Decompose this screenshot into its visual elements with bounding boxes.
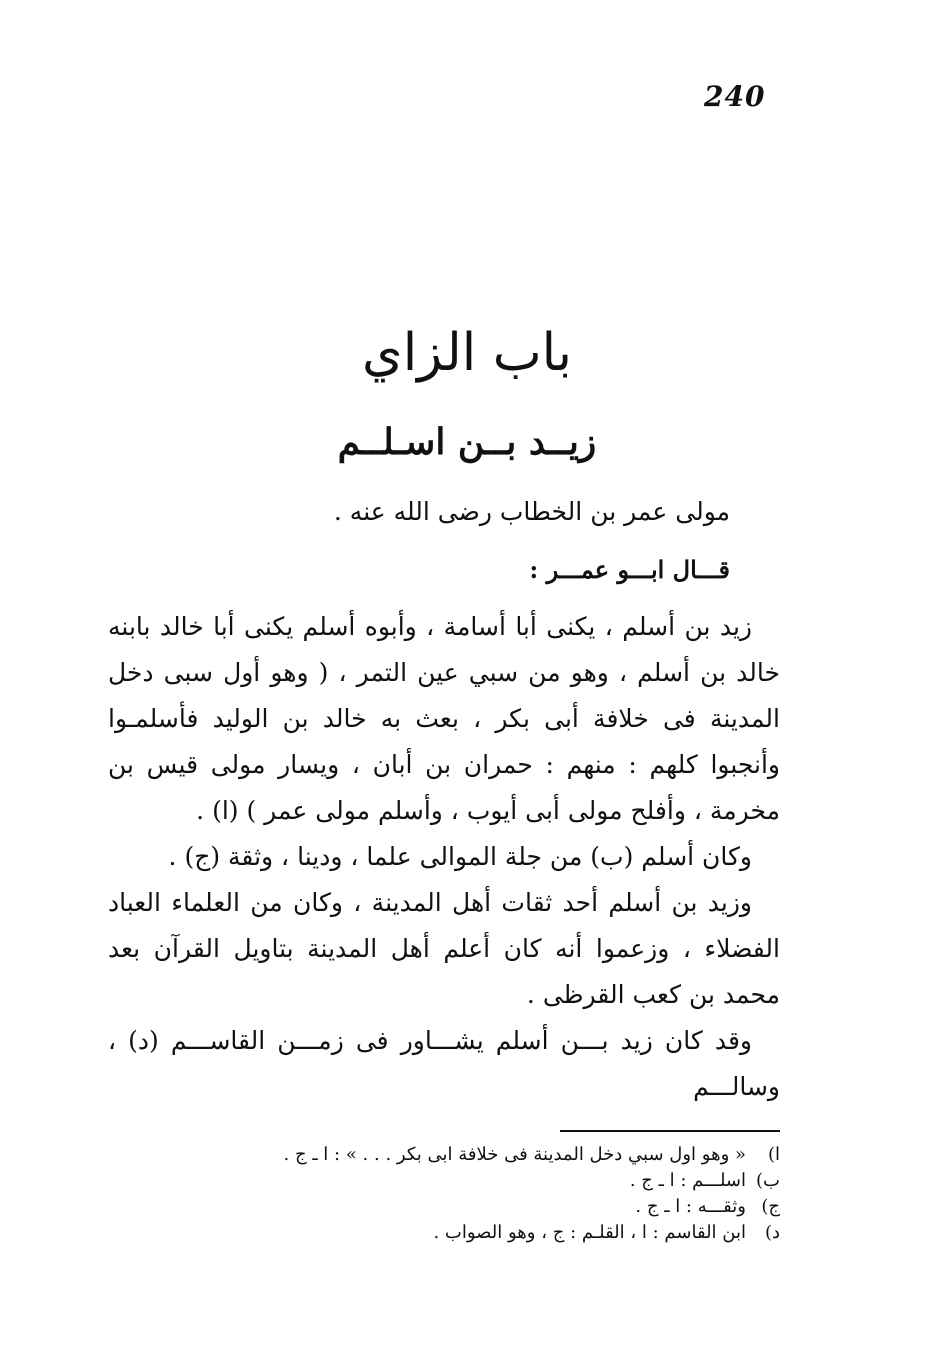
paragraph: وزيد بن أسلم أحد ثقات أهل المدينة ، وكان من العلماء العباد الفضلاء ، وزعموا أنه كان أعلم أهل المدينة بتاويل القرآن بعد محمد بن كعب القرظى . (108, 888, 780, 1009)
body-text (108, 604, 780, 1110)
footnote-text: وثقـــه : ا ـ ج . (635, 1196, 746, 1217)
footnote-mark: ا) (767, 1144, 780, 1165)
footnote (130, 1168, 780, 1194)
footnote (130, 1142, 780, 1168)
footnote-text: ابن القاسم : ا ، القلـم : ج ، وهو الصواب . (433, 1222, 746, 1243)
page-number: 240 (704, 80, 766, 113)
paragraph: وكان أسلم (ب) من جلة الموالى علما ، ودينا ، وثقة (ج) . (168, 842, 752, 871)
intro-line: مولى عمر بن الخطاب رضى الله عنه . (333, 497, 730, 526)
footnote-text: اسلـــم : ا ـ ج . (629, 1170, 746, 1191)
footnote-mark: ج) (761, 1196, 780, 1217)
paragraph: زيد بن أسلم ، يكنى أبا أسامة ، وأبوه أسلم يكنى أبا خالد بابنه خالد بن أسلم ، وهو من سبي عين التمر ، ( وهو أول سبى دخل المدينة فى خلافة أبى بكر ، بعث به خالد بن الوليد فأسلمـوا وأنجبوا كلهم : منهم : حمران بن أبان ، ويسار مولى قيس بن مخرمة ، وأفلح مولى أبى أيوب ، وأسلم مولى عمر ) (ا) . (108, 612, 780, 825)
footnote (130, 1194, 780, 1220)
footnote-text: « وهو اول سبي دخل المدينة فى خلافة ابى بكر . . . » : ا ـ ج . (283, 1144, 746, 1165)
footnote-mark: ب) (756, 1170, 780, 1191)
footnote (130, 1220, 780, 1246)
footnote-mark: د) (764, 1222, 780, 1243)
paragraph: وقد كان زيد بـــن أسلم يشـــاور فى زمـــن القاســـم (د) ، وسالـــم (108, 1026, 780, 1101)
footnote-divider (560, 1130, 780, 1132)
footnotes (130, 1142, 780, 1246)
chapter-title: باب الزاي (362, 323, 572, 383)
entry-heading: زيــد بــن اسـلــم (337, 421, 597, 463)
speaker-line: قـــال ابـــو عمـــر : (529, 555, 730, 584)
